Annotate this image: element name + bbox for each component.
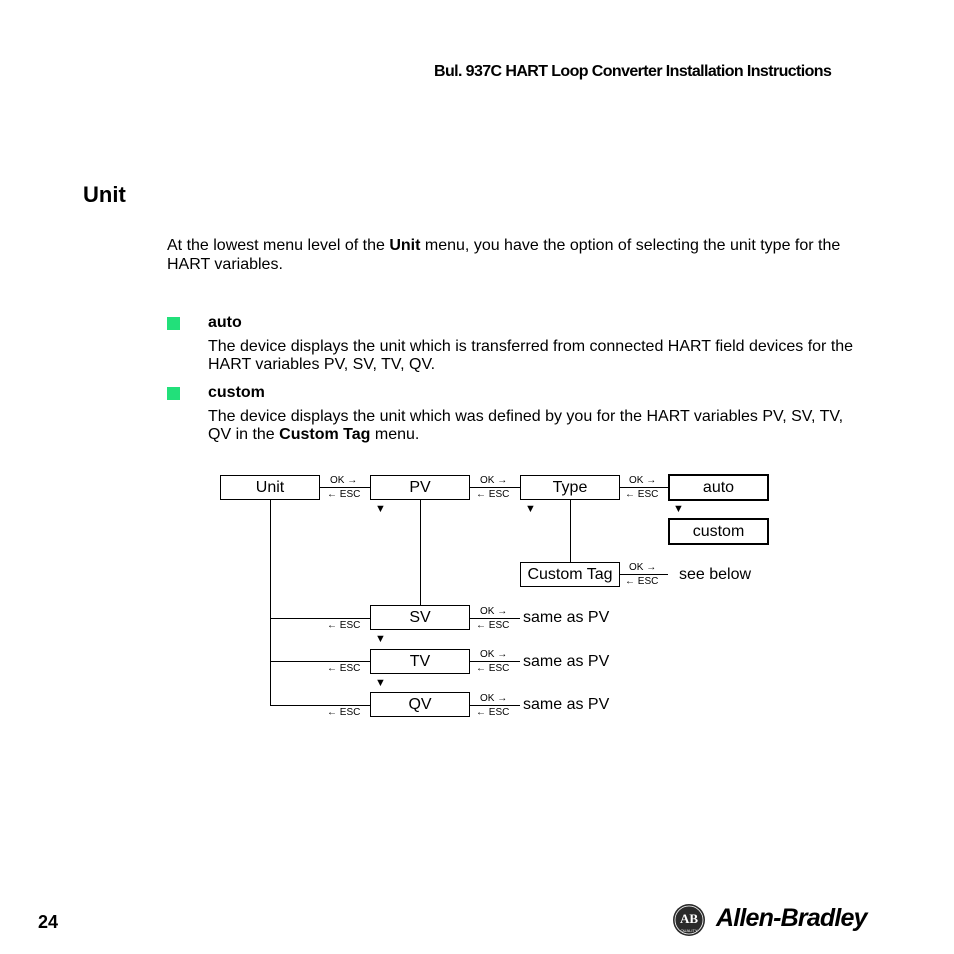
ok-label: OK → bbox=[480, 606, 508, 617]
down-arrow-icon: ▼ bbox=[375, 503, 386, 515]
option-custom-desc-suffix: menu. bbox=[370, 426, 420, 443]
esc-label: ← ESC bbox=[476, 620, 510, 631]
connector-line bbox=[470, 618, 520, 619]
menu-box-custom: custom bbox=[668, 518, 769, 545]
esc-label: ← ESC bbox=[476, 489, 510, 500]
same-as-pv-label: same as PV bbox=[523, 696, 610, 713]
esc-label: ← ESC bbox=[625, 576, 659, 587]
menu-box-unit: Unit bbox=[220, 475, 320, 500]
connector-line bbox=[270, 705, 370, 706]
see-below-label: see below bbox=[679, 566, 752, 583]
ok-label: OK → bbox=[629, 475, 657, 486]
running-header-title: Bul. 937C HART Loop Converter Installation Instructions bbox=[434, 63, 832, 80]
down-arrow-icon: ▼ bbox=[375, 677, 386, 689]
option-auto-description: The device displays the unit which is transferred from connected HART field devices for the HART variables PV, SV, TV, QV. bbox=[208, 338, 854, 373]
connector-line bbox=[620, 487, 668, 488]
intro-text-suffix: menu, you have the option of selecting the unit type for the HART variables. bbox=[167, 237, 841, 273]
svg-text:QUALITY: QUALITY bbox=[680, 928, 698, 933]
menu-box-sv: SV bbox=[370, 605, 470, 630]
option-custom-desc-prefix: The device displays the unit which was defined by you for the HART variables PV, SV, TV, QV in the bbox=[208, 408, 844, 443]
connector-line bbox=[420, 500, 421, 605]
option-custom-title: custom bbox=[208, 384, 265, 401]
menu-box-type: Type bbox=[520, 475, 620, 500]
brand-name: Allen-Bradley bbox=[716, 904, 867, 932]
connector-line bbox=[620, 574, 668, 575]
intro-text-prefix: At the lowest menu level of the bbox=[167, 237, 390, 254]
connector-line bbox=[570, 500, 571, 562]
esc-label: ← ESC bbox=[327, 489, 361, 500]
esc-label: ← ESC bbox=[625, 489, 659, 500]
esc-label: ← ESC bbox=[327, 707, 361, 718]
option-custom-description bbox=[208, 408, 868, 444]
same-as-pv-label: same as PV bbox=[523, 609, 610, 626]
option-auto-title: auto bbox=[208, 314, 242, 331]
svg-text:AB: AB bbox=[679, 911, 699, 926]
ok-label: OK → bbox=[480, 649, 508, 660]
connector-line bbox=[270, 661, 370, 662]
page-number: 24 bbox=[38, 912, 59, 932]
intro-paragraph bbox=[167, 236, 867, 274]
intro-text-bold: Unit bbox=[389, 237, 421, 254]
esc-label: ← ESC bbox=[327, 620, 361, 631]
esc-label: ← ESC bbox=[327, 663, 361, 674]
menu-box-qv: QV bbox=[370, 692, 470, 717]
same-as-pv-label: same as PV bbox=[523, 653, 610, 670]
connector-line bbox=[470, 705, 520, 706]
menu-box-tv: TV bbox=[370, 649, 470, 674]
down-arrow-icon: ▼ bbox=[525, 503, 536, 515]
down-arrow-icon: ▼ bbox=[375, 633, 386, 645]
connector-line bbox=[320, 487, 370, 488]
section-title: Unit bbox=[83, 182, 126, 207]
esc-label: ← ESC bbox=[476, 663, 510, 674]
menu-box-pv: PV bbox=[370, 475, 470, 500]
ok-label: OK → bbox=[330, 475, 358, 486]
bullet-square-icon bbox=[167, 387, 180, 400]
connector-line bbox=[470, 661, 520, 662]
menu-box-custom-tag: Custom Tag bbox=[520, 562, 620, 587]
ok-label: OK → bbox=[480, 475, 508, 486]
esc-label: ← ESC bbox=[476, 707, 510, 718]
bullet-square-icon bbox=[167, 317, 180, 330]
connector-line bbox=[470, 487, 520, 488]
connector-line bbox=[270, 618, 370, 619]
option-custom-desc-bold: Custom Tag bbox=[279, 426, 371, 443]
menu-box-auto: auto bbox=[668, 474, 769, 501]
ok-label: OK → bbox=[629, 562, 657, 573]
down-arrow-icon: ▼ bbox=[673, 503, 684, 515]
ok-label: OK → bbox=[480, 693, 508, 704]
allen-bradley-logo-icon bbox=[672, 903, 706, 937]
connector-line bbox=[270, 500, 271, 705]
